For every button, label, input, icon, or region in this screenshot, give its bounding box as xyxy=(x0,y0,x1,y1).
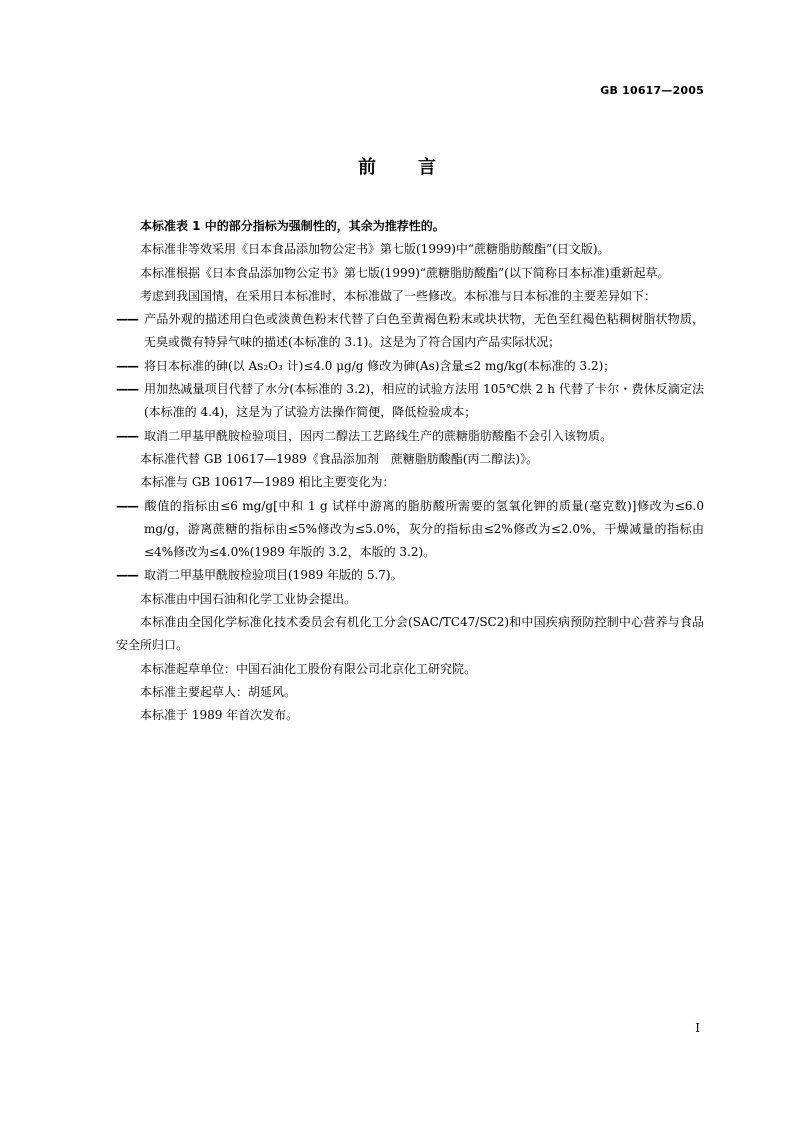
dash-list-item xyxy=(116,378,704,425)
paragraph: 考虑到我国国情，在采用日本标准时，本标准做了一些修改。本标准与日本标准的主要差异如下： xyxy=(140,288,657,303)
dash-list-item xyxy=(116,425,704,448)
dash-mark: —— xyxy=(116,358,138,373)
dash-list-item xyxy=(116,564,704,587)
paragraph: 本标准起草单位：中国石油化工股份有限公司北京化工研究院。 xyxy=(140,661,477,676)
dash-item-text: 产品外观的描述用白色或淡黄色粉末代替了白色至黄褐色粉末或块状物，无色至红褐色粘稠树脂状物质，无臭或微有特异气味的描述(本标准的 3.1)。这是为了符合国内产品实际状况； xyxy=(144,312,704,350)
dash-list-item xyxy=(116,308,704,355)
dash-list-item xyxy=(116,495,704,565)
dash-item-text: 酸值的指标由≤6 mg/g[中和 1 g 试样中游离的脂肪酸所需要的氢氧化钾的质量(毫克数)]修改为≤6.0 mg/g，游离蔗糖的指标由≤5%修改为≤5.0%，灰分的指标由≤2%修改为≤2.0%，干燥减量的指标由≤4%修改为≤4.0%(1989 年版的 3.2，本版的 3.2)。 xyxy=(144,498,704,560)
paragraph: 本标准主要起草人：胡延风。 xyxy=(140,684,297,699)
paragraph: 本标准与 GB 10617—1989 相比主要变化为： xyxy=(140,475,395,490)
dash-mark: —— xyxy=(116,382,138,397)
standard-code: GB 10617—2005 xyxy=(600,84,704,97)
dash-mark: —— xyxy=(116,498,138,513)
paragraph: 本标准根据《日本食品添加物公定书》第七版(1999)“蔗糖脂肪酸酯”(以下简称日本标准)重新起草。 xyxy=(140,265,670,280)
dash-list-item xyxy=(116,355,704,378)
paragraph: 本标准表 1 中的部分指标为强制性的，其余为推荐性的。 xyxy=(140,219,445,233)
paragraph: 本标准非等效采用《日本食品添加物公定书》第七版(1999)中“蔗糖脂肪酸酯”(日文版)。 xyxy=(140,242,610,257)
dash-item-text: 用加热减量项目代替了水分(本标准的 3.2)，相应的试验方法用 105℃烘 2 h 代替了卡尔・费休反滴定法(本标准的 4.4)，这是为了试验方法操作简便，降低检验成本； xyxy=(144,382,704,420)
document-body xyxy=(116,215,704,728)
dash-mark: —— xyxy=(116,428,138,443)
paragraph: 本标准由全国化学标准化技术委员会有机化工分会(SAC/TC47/SC2)和中国疾病预防控制中心营养与食品安全所归口。 xyxy=(116,615,704,653)
paragraph: 本标准于 1989 年首次发布。 xyxy=(140,708,299,723)
dash-mark: —— xyxy=(116,568,138,583)
dash-item-text: 将日本标准的砷(以 As₂O₃ 计)≤4.0 μg/g 修改为砷(As)含量≤2 mg/kg(本标准的 3.2)； xyxy=(144,358,616,373)
page-number: I xyxy=(695,1021,700,1035)
dash-item-text: 取消二甲基甲酰胺检验项目，因丙二醇法工艺路线生产的蔗糖脂肪酸酯不会引入该物质。 xyxy=(144,428,613,443)
paragraph: 本标准代替 GB 10617—1989《食品添加剂 蔗糖脂肪酸酯(丙二醇法)》。 xyxy=(140,451,539,466)
page-title: 前言 xyxy=(358,157,478,178)
dash-item-text: 取消二甲基甲酰胺检验项目(1989 年版的 5.7)。 xyxy=(144,568,403,583)
dash-mark: —— xyxy=(116,312,138,327)
paragraph: 本标准由中国石油和化学工业协会提出。 xyxy=(140,591,357,606)
